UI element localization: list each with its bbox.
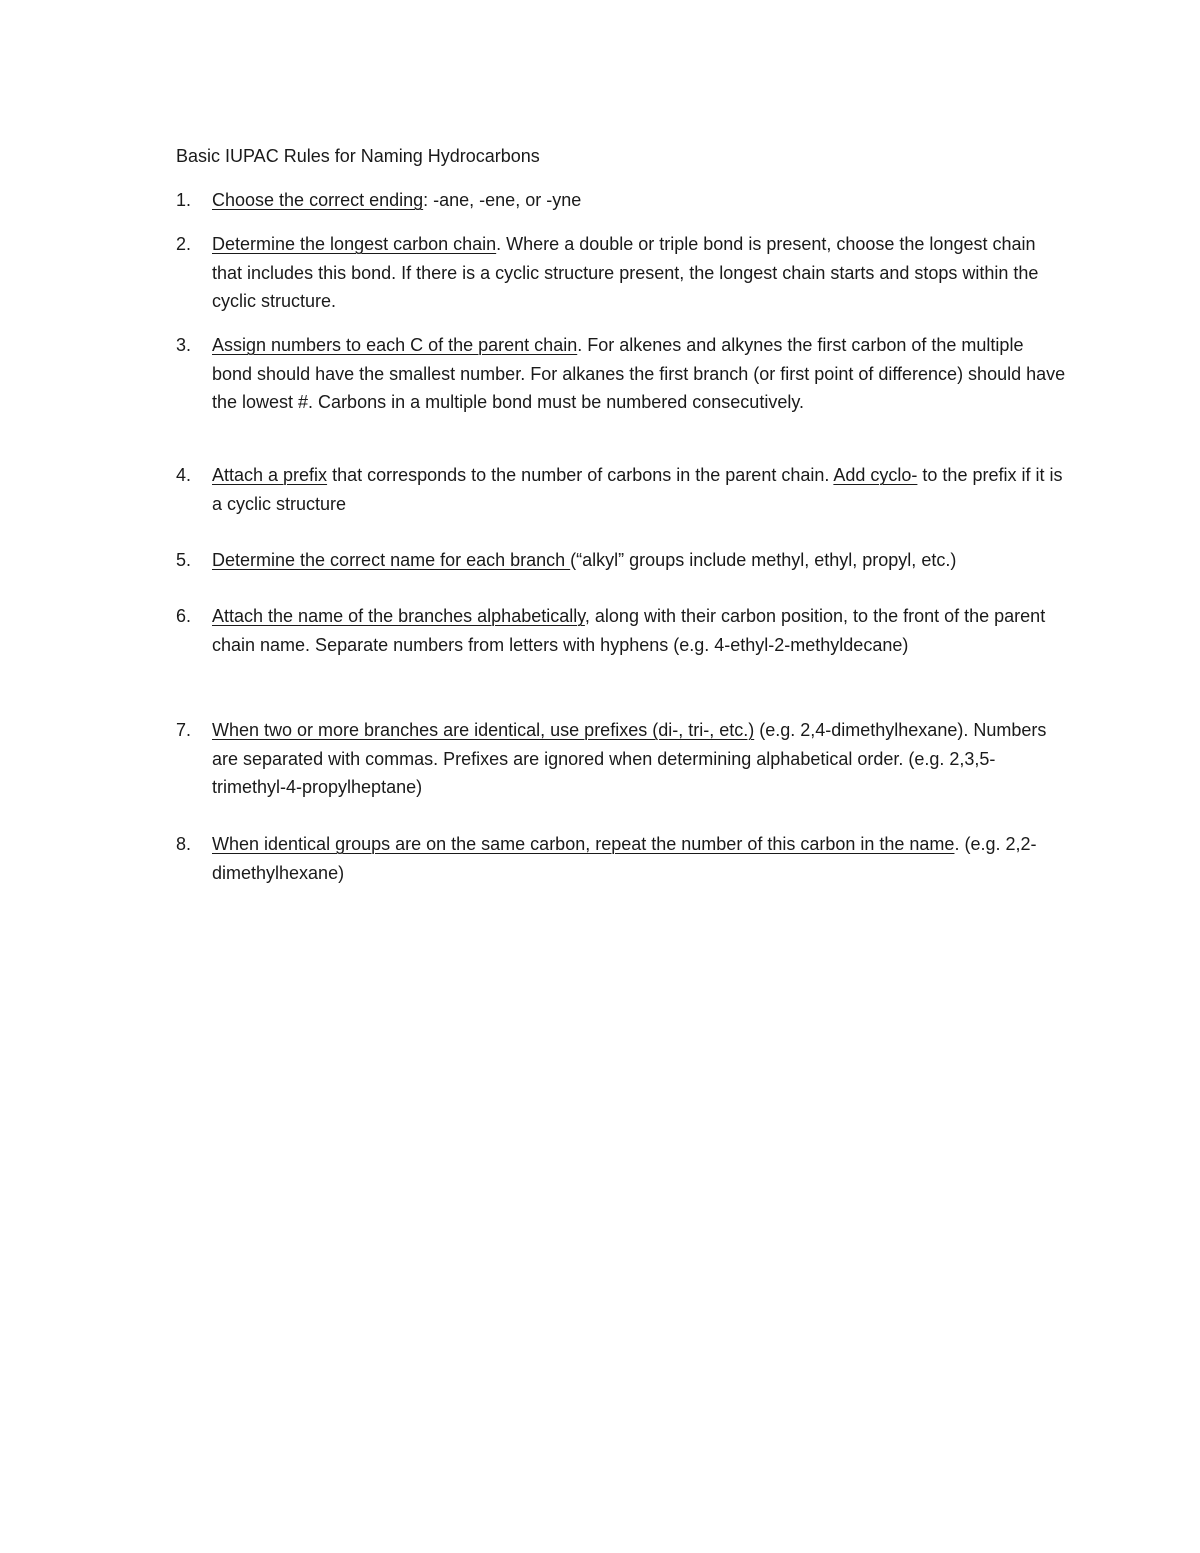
rule-number: 4.	[176, 465, 192, 485]
rule-text	[212, 186, 1067, 215]
rule-text	[212, 716, 1067, 802]
rule-detail: to the prefix if it is a cyclic structure	[212, 465, 1063, 514]
rule-number: 6.	[176, 606, 192, 626]
rule-detail: (“alkyl” groups include methyl, ethyl, propyl, etc.)	[570, 550, 957, 570]
rule-text	[212, 331, 1067, 417]
rule-text	[212, 830, 1067, 887]
rule-text	[212, 602, 1067, 659]
rule-key-phrase: Attach the name of the branches alphabetically	[212, 606, 585, 626]
rule-detail: . For alkenes and alkynes the first carbon of the multiple bond should have the smallest number. For alkanes the first branch (or first point of difference) should have the lowest #. Carbons in a multiple bond must be numbered consecutively.	[212, 335, 1066, 412]
rule-number: 3.	[176, 335, 192, 355]
rule-detail: . (e.g. 2,2-dimethylhexane)	[212, 834, 1037, 883]
rule-detail: , along with their carbon position, to the front of the parent chain name. Separate numbers from letters with hyphens (e.g. 4-ethyl-2-methyldecane)	[212, 606, 1046, 655]
rule-number: 8.	[176, 834, 192, 854]
rule-key-phrase: When identical groups are on the same carbon, repeat the number of this carbon in the name	[212, 834, 955, 854]
rule-detail: that corresponds to the number of carbons in the parent chain.	[327, 465, 834, 485]
rule-detail: (e.g. 2,4-dimethylhexane). Numbers are separated with commas. Prefixes are ignored when determining alphabetical order. (e.g. 2,3,5-trimethyl-4-propylheptane)	[212, 720, 1047, 797]
rule-number: 2.	[176, 234, 192, 254]
rule-key-phrase: Attach a prefix	[212, 465, 328, 485]
rule-key-phrase: Assign numbers to each C of the parent chain	[212, 335, 578, 355]
rule-key-phrase: When two or more branches are identical, use prefixes (di-, tri-, etc.)	[212, 720, 755, 740]
rule-key-phrase: Determine the longest carbon chain	[212, 234, 497, 254]
rule-key-phrase: Choose the correct ending	[212, 190, 424, 210]
rule-detail: . Where a double or triple bond is present, choose the longest chain that includes this bond. If there is a cyclic structure present, the longest chain starts and stops within the cyclic structure.	[212, 234, 1039, 311]
rule-key-phrase: Add cyclo-	[833, 465, 918, 485]
rule-number: 7.	[176, 720, 192, 740]
rule-text	[212, 230, 1067, 316]
document-title: Basic IUPAC Rules for Naming Hydrocarbons	[176, 146, 540, 166]
rule-text	[212, 461, 1067, 518]
rule-text	[212, 546, 1067, 575]
rule-number: 1.	[176, 190, 192, 210]
rule-number: 5.	[176, 550, 192, 570]
rule-key-phrase: Determine the correct name for each branch	[212, 550, 571, 570]
rule-detail: : -ane, -ene, or -yne	[423, 190, 582, 210]
